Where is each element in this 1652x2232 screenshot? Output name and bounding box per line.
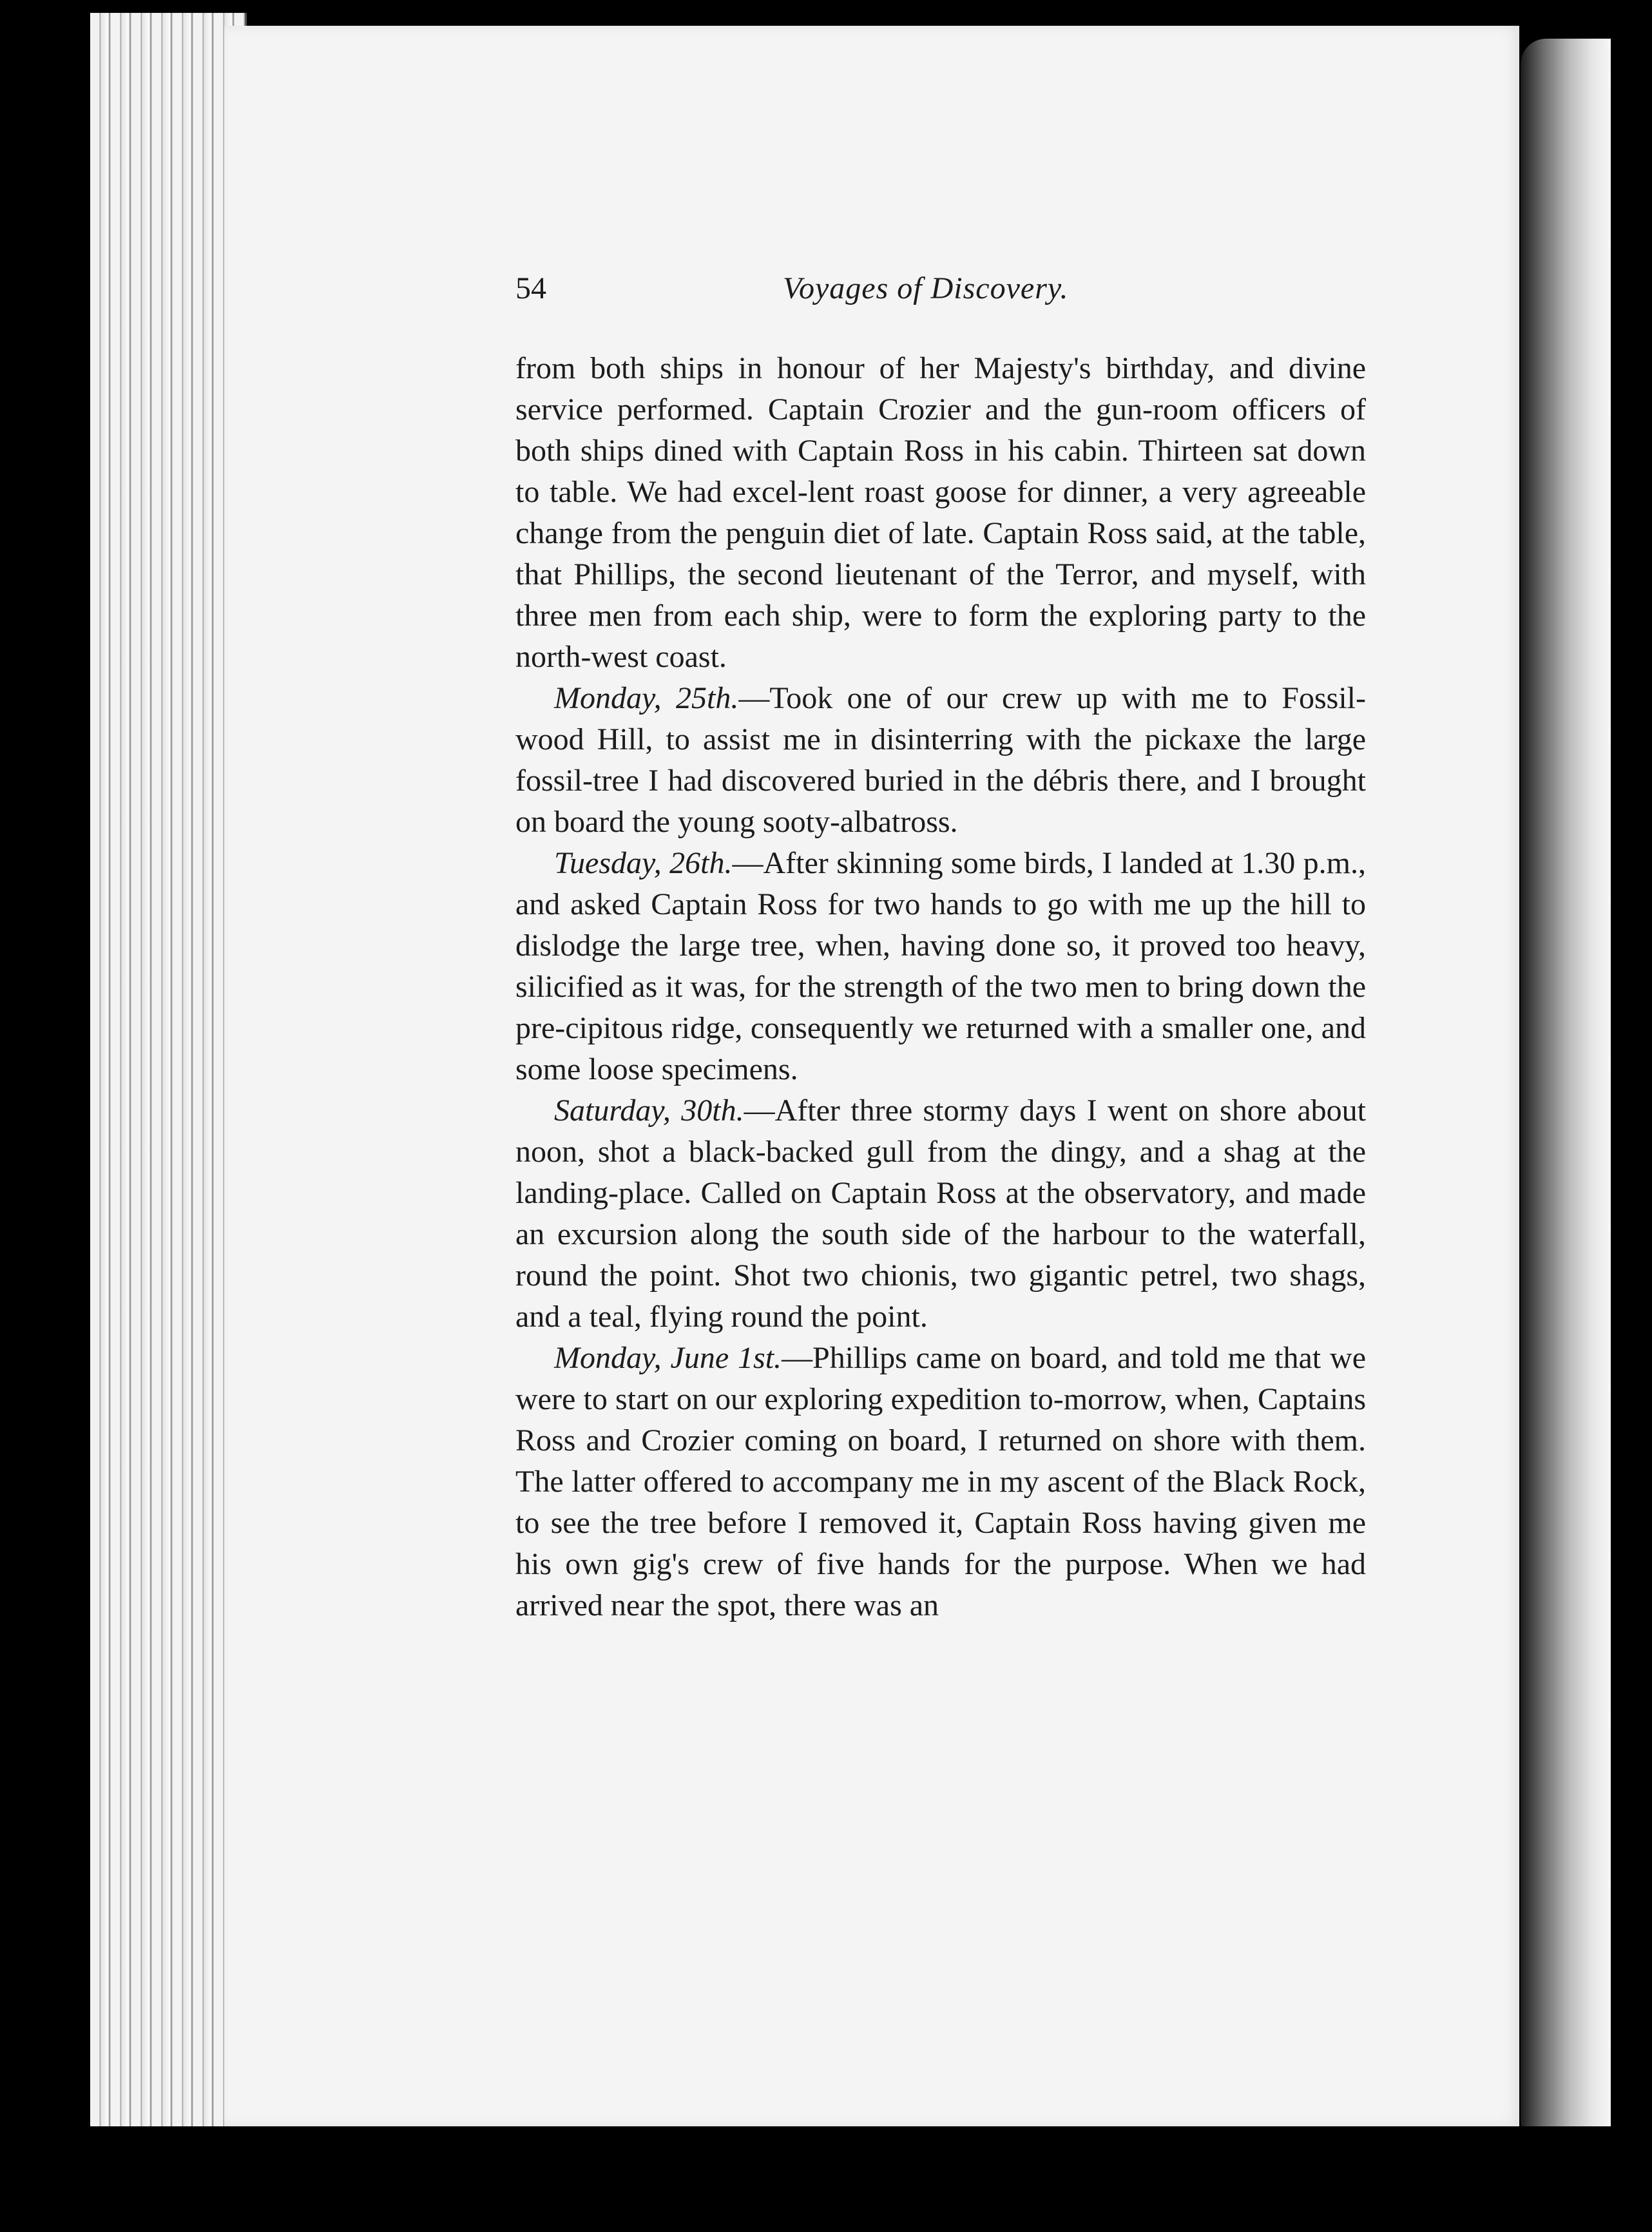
- stacked-page-edges: [90, 13, 247, 2139]
- paragraph-text: —Took one of our crew up with me to Fossil-wood Hill, to assist me in disinterring with the pickaxe the large fossil-tree I had discovered buried in the débris there, and I brought on board the young sooty-albatross.: [515, 681, 1366, 839]
- paragraph: [515, 1338, 1366, 1626]
- entry-date: Saturday, 30th.: [554, 1093, 744, 1128]
- running-title: Voyages of Discovery.: [783, 271, 1069, 305]
- body-text: [515, 348, 1366, 1626]
- paragraph-text: —After skinning some birds, I landed at 1.30 p.m., and asked Captain Ross for two hands to go with me up the hill to dislodge the large tree, when, having done so, it proved too heavy, silicified as it was, for the strength of the two men to bring down the pre-cipitous ridge, consequently we returned with a smaller one, and some loose specimens.: [515, 846, 1366, 1086]
- paragraph: [515, 678, 1366, 843]
- paragraph: [515, 348, 1366, 678]
- entry-date: Monday, 25th.: [554, 681, 739, 715]
- paragraph: [515, 843, 1366, 1090]
- paragraph-text: —After three stormy days I went on shore about noon, shot a black-backed gull from the dingy, and a shag at the landing-place. Called on Captain Ross at the observatory, and made an excursion along the south side of the harbour to the waterfall, round the point. Shot two chionis, two gigantic petrel, two shags, and a teal, flying round the point.: [515, 1093, 1367, 1334]
- paragraph-text: from both ships in honour of her Majesty's birthday, and divine service performed. Captain Crozier and the gun-room officers of both ships dined with Captain Ross in his cabin. Thirteen sat down to table. We had excel-lent roast goose for dinner, a very agreeable change from the penguin diet of late. Captain Ross said, at the table, that Phillips, the second lieutenant of the Terror, and myself, with three men from each ship, were to form the exploring party to the north-west coast.: [515, 351, 1366, 674]
- paragraph-text: —Phillips came on board, and told me that we were to start on our exploring expedition to-morrow, when, Captains Ross and Crozier coming on board, I returned on shore with them. The latter offered to accompany me in my ascent of the Black Rock, to see the tree before I removed it, Captain Ross having given me his own gig's crew of five hands for the purpose. When we had arrived near the spot, there was an: [515, 1341, 1366, 1622]
- paragraph: [515, 1090, 1366, 1338]
- facing-page-curl: [1521, 39, 1611, 2146]
- entry-date: Tuesday, 26th.: [554, 846, 733, 880]
- entry-date: Monday, June 1st.: [554, 1341, 782, 1375]
- scan-background-left: [0, 0, 90, 2232]
- page-header: [515, 271, 1366, 322]
- page-number: 54: [515, 271, 546, 305]
- scan-background-bottom: [0, 2126, 1652, 2232]
- page-text-block: [515, 271, 1366, 1626]
